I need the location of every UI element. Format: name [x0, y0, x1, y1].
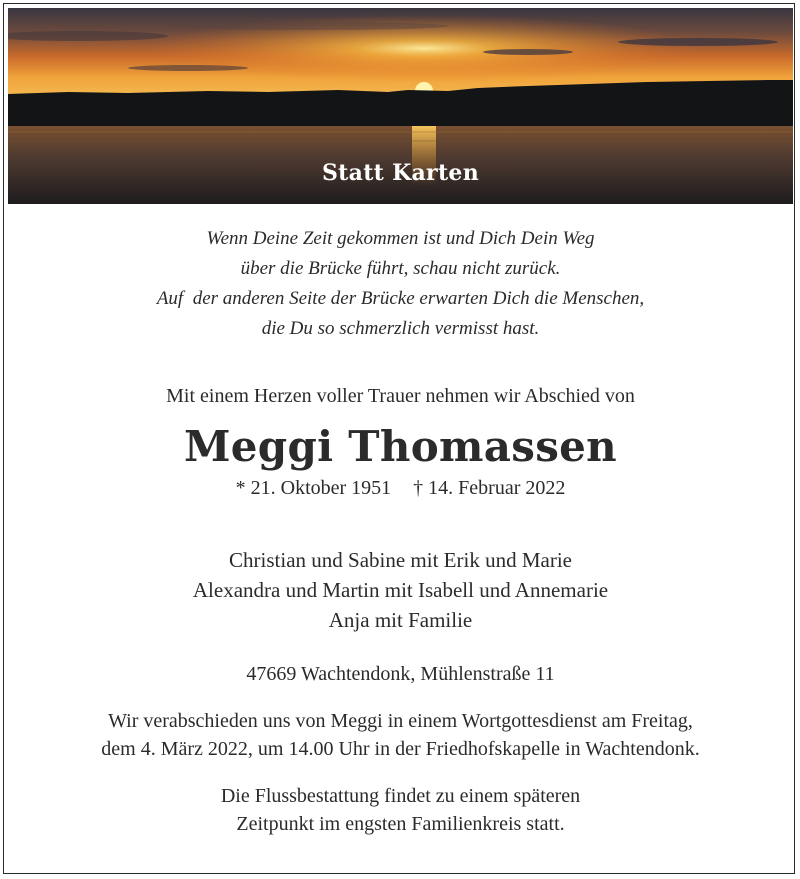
- poem-line: über die Brücke führt, schau nicht zurück.: [240, 258, 561, 279]
- sunset-banner-image: [8, 8, 793, 204]
- mourners: [8, 545, 793, 635]
- mourner-line: Anja mit Familie: [328, 608, 473, 632]
- note-line: Die Flussbestattung findet zu einem späteren: [220, 785, 581, 807]
- poem: [8, 224, 793, 344]
- mourner-line: Alexandra und Martin mit Isabell und Annemarie: [192, 578, 609, 602]
- burial-note: [8, 782, 793, 838]
- service-info: [8, 707, 793, 763]
- service-line: Wir verabschieden uns von Meggi in einem Wortgottesdienst am Freitag,: [108, 710, 693, 732]
- service-line: dem 4. März 2022, um 14.00 Uhr in der Friedhofskapelle in Wachtendonk.: [101, 738, 700, 760]
- farewell-intro: Mit einem Herzen voller Trauer nehmen wir Abschied von: [166, 385, 635, 407]
- address: 47669 Wachtendonk, Mühlenstraße 11: [246, 663, 555, 685]
- life-dates: [8, 477, 793, 500]
- poem-line: Wenn Deine Zeit gekommen ist und Dich Dein Weg: [206, 228, 595, 249]
- poem-line: die Du so schmerzlich vermisst hast.: [261, 318, 540, 339]
- poem-line: Auf der anderen Seite der Brücke erwarten Dich die Menschen,: [156, 288, 645, 309]
- announcement-content: [8, 204, 793, 838]
- mourner-line: Christian und Sabine mit Erik und Marie: [229, 548, 572, 572]
- deceased-name: Meggi Thomassen: [183, 422, 618, 471]
- banner-title: Statt Karten: [321, 160, 479, 186]
- death-date: † 14. Februar 2022: [413, 477, 566, 499]
- birth-date: * 21. Oktober 1951: [235, 477, 392, 499]
- note-line: Zeitpunkt im engsten Familienkreis statt.: [236, 813, 565, 835]
